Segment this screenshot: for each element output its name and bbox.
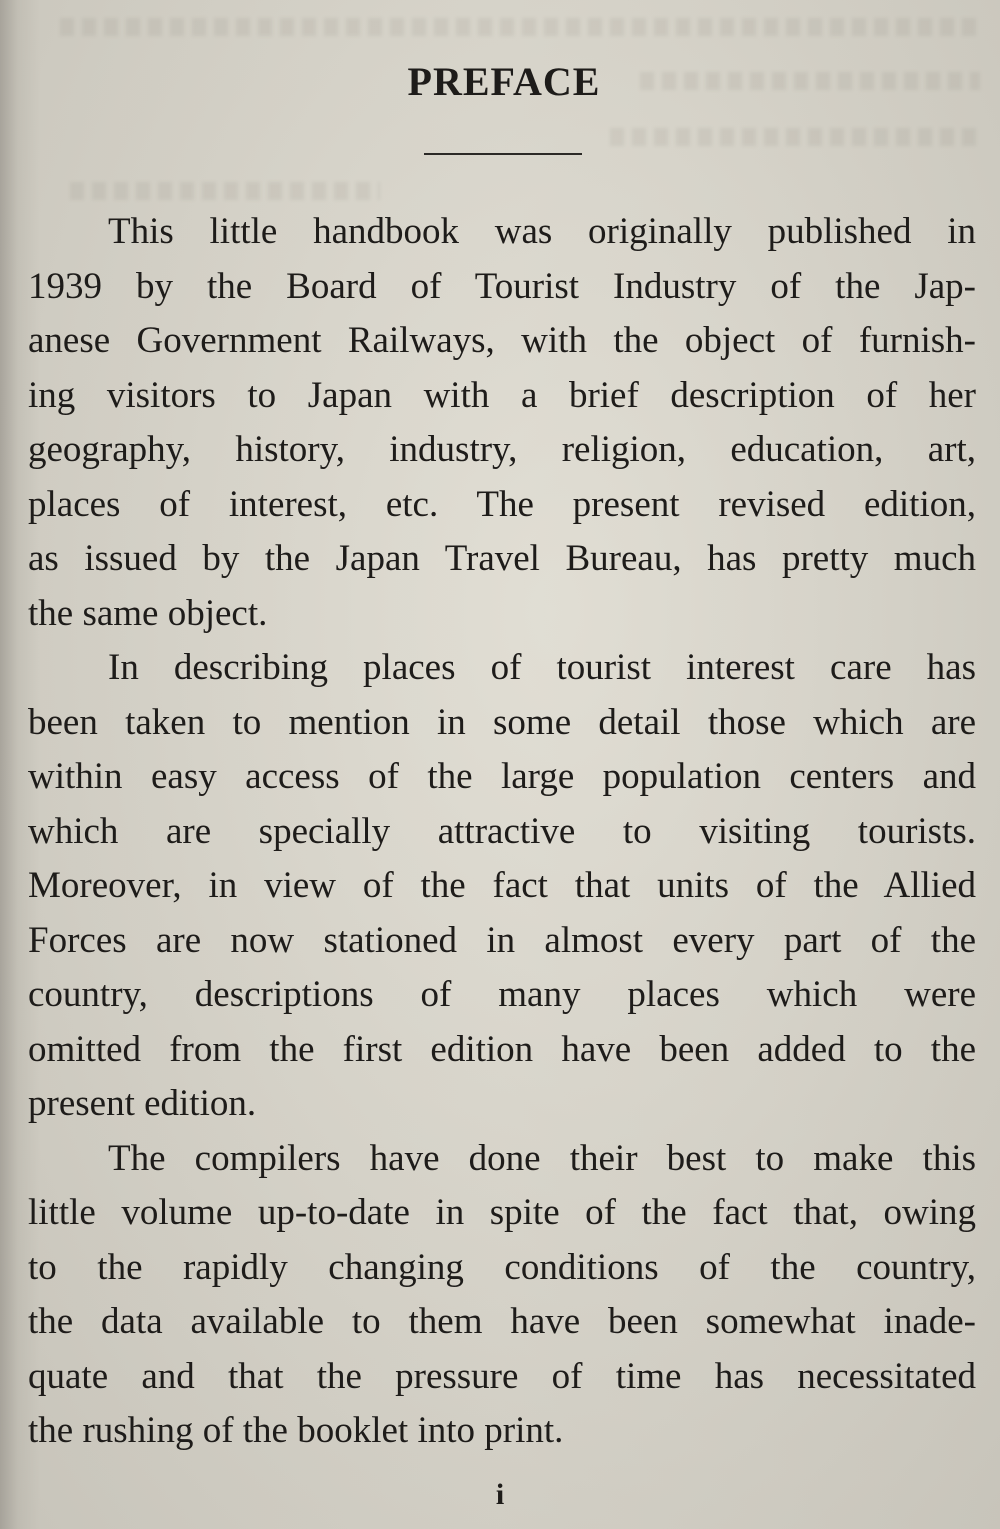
text-line: been taken to mention in some detail those which are (28, 701, 976, 743)
text-line: omitted from the first edition have been added to the (28, 1028, 976, 1070)
text-line: geography, history, industry, religion, education, art, (28, 429, 976, 470)
text-line: Forces are now stationed in almost every part of the (28, 919, 976, 961)
text-line: to the rapidly changing conditions of the country, (28, 1246, 976, 1288)
text-line: This little handbook was originally published in (108, 211, 976, 252)
text-line: anese Government Railways, with the object of furnish- (28, 320, 976, 361)
text-line: Moreover, in view of the fact that units of the Allied (28, 865, 976, 906)
page-title: PREFACE (407, 59, 601, 104)
title-underline (424, 153, 582, 155)
bleed-through-text (610, 128, 980, 146)
text-line: quate and that the pressure of time has necessitated (28, 1355, 976, 1397)
text-line: 1939 by the Board of Tourist Industry of the Jap- (28, 265, 976, 307)
text-line: the data available to them have been somewhat inade- (28, 1301, 976, 1342)
text-line: country, descriptions of many places which were (28, 974, 976, 1015)
text-line: In describing places of tourist interest care has (108, 647, 976, 688)
page-number: i (495, 1478, 505, 1511)
text-line: places of interest, etc. The present revised edition, (28, 483, 976, 525)
text-line: little volume up-to-date in spite of the fact that, owing (28, 1192, 976, 1233)
text-line: as issued by the Japan Travel Bureau, has pretty much (28, 538, 976, 579)
text-line: which are specially attractive to visiting tourists. (28, 810, 976, 852)
text-line: the rushing of the booklet into print. (28, 1410, 564, 1451)
text-line: within easy access of the large population centers and (28, 756, 976, 797)
bleed-through-text (60, 18, 980, 36)
preface-body (28, 205, 976, 1459)
text-line: ing visitors to Japan with a brief description of her (28, 374, 976, 416)
text-line: the same object. (28, 592, 268, 634)
text-line: present edition. (28, 1083, 257, 1124)
bleed-through-text (70, 182, 380, 200)
text-line: The compilers have done their best to make this (108, 1137, 976, 1179)
